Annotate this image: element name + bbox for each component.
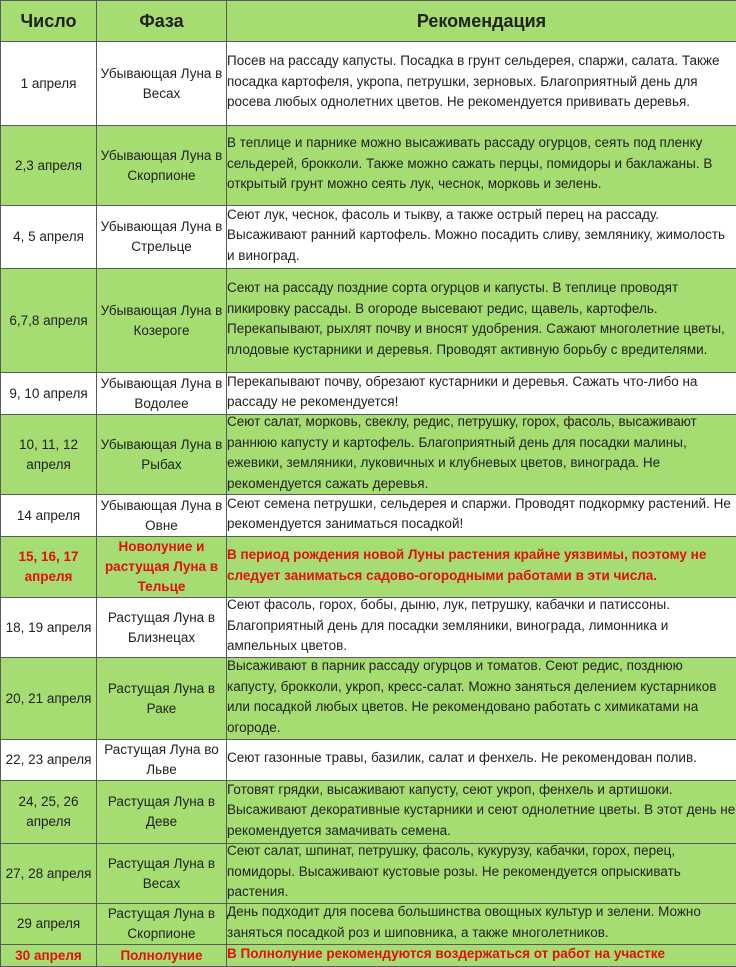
table-row-highlight	[1, 945, 736, 967]
recommendation-cell	[227, 126, 736, 206]
recommendation-text: Сеют газонные травы, базилик, салат и фенхель. Не рекомендован полив.	[227, 748, 736, 769]
table-row	[1, 495, 736, 537]
table-row	[1, 126, 736, 206]
phase-cell: Растущая Луна во Льве	[97, 740, 227, 781]
date-cell: 9, 10 апреля	[1, 373, 97, 415]
phase-cell: Убывающая Луна в Водолее	[97, 373, 227, 415]
recommendation-cell	[227, 740, 736, 781]
table-row	[1, 781, 736, 844]
recommendation-text: Сеют салат, шпинат, петрушку, фасоль, кукурузу, кабачки, горох, перец, помидоры. Высаживают кустовые розы. Не рекомендуется опрыскивать растения.	[227, 844, 736, 903]
date-cell: 22, 23 апреля	[1, 740, 97, 781]
date-cell: 10, 11, 12 апреля	[1, 415, 97, 495]
phase-cell: Растущая Луна в Раке	[97, 658, 227, 740]
recommendation-cell	[227, 658, 736, 740]
recommendation-text: Готовят грядки, высаживают капусту, сеют укроп, фенхель и артишоки. Высаживают декоративные кустарники и сеют однолетние цветы. В этот день не рекомендуется замачивать семена.	[227, 781, 736, 842]
table-row	[1, 206, 736, 269]
table-row	[1, 740, 736, 781]
date-cell: 15, 16, 17 апреля	[1, 537, 97, 598]
phase-cell: Убывающая Луна в Овне	[97, 495, 227, 537]
recommendation-cell	[227, 415, 736, 495]
recommendation-text: Сеют фасоль, горох, бобы, дыню, лук, петрушку, кабачки и патиссоны. Благоприятный день для посадки земляники, винограда, лимонника и ампельных цветов.	[227, 598, 736, 657]
header-phase: Фаза	[97, 1, 227, 42]
table-row	[1, 269, 736, 373]
table-row-highlight	[1, 537, 736, 598]
phase-cell: Убывающая Луна в Весах	[97, 42, 227, 126]
date-cell: 20, 21 апреля	[1, 658, 97, 740]
date-cell: 30 апреля	[1, 945, 97, 967]
phase-cell: Убывающая Луна в Скорпионе	[97, 126, 227, 206]
table-row	[1, 844, 736, 904]
date-cell: 14 апреля	[1, 495, 97, 537]
recommendation-text: День подходит для посева большинства овощных культур и зелени. Можно заняться посадкой роз и шиповника, а также многолетников.	[227, 904, 736, 944]
date-cell: 27, 28 апреля	[1, 844, 97, 904]
phase-cell: Полнолуние	[97, 945, 227, 967]
recommendation-text: Посев на рассаду капусты. Посадка в грунт сельдерея, спаржи, салата. Также посадка картофеля, укропа, петрушки, зерновых. Благоприятный день для росева любых однолетних цветов. Не рекомендуется прививать деревья.	[227, 51, 736, 113]
recommendation-cell	[227, 904, 736, 945]
recommendation-cell	[227, 537, 736, 598]
recommendation-text: Сеют салат, морковь, свеклу, редис, петрушку, горох, фасоль, высаживают раннюю капусту и картофель. Благоприятный день для посадки малины, ежевики, земляники, луковичных и клубневых цветов, винограда. Не рекомендуется сажать деревья.	[227, 415, 736, 495]
recommendation-cell	[227, 269, 736, 373]
phase-cell: Убывающая Луна в Стрельце	[97, 206, 227, 269]
table-row	[1, 42, 736, 126]
phase-cell: Убывающая Луна в Козероге	[97, 269, 227, 373]
table-row	[1, 415, 736, 495]
date-cell: 18, 19 апреля	[1, 598, 97, 658]
phase-cell: Растущая Луна в Весах	[97, 844, 227, 904]
recommendation-cell	[227, 206, 736, 269]
phase-cell: Новолуние и растущая Луна в Тельце	[97, 537, 227, 598]
date-cell: 1 апреля	[1, 42, 97, 126]
recommendation-cell	[227, 495, 736, 537]
recommendation-cell	[227, 42, 736, 126]
date-cell: 6,7,8 апреля	[1, 269, 97, 373]
recommendation-text: В Полнолуние рекомендуются воздержаться от работ на участке	[227, 945, 736, 965]
recommendation-text: Высаживают в парник рассаду огурцов и томатов. Сеют редис, позднюю капусту, брокколи, укроп, кресс-салат. Можно заняться делением кустарников или посадкой любых цветов. Не рекомендовано работать с химикатами на огороде.	[227, 658, 736, 739]
table-row	[1, 904, 736, 945]
phase-cell: Убывающая Луна в Рыбах	[97, 415, 227, 495]
recommendation-text: Сеют лук, чеснок, фасоль и тыкву, а также острый перец на рассаду. Высаживают ранний картофель. Можно посадить сливу, землянику, жимолость и виноград.	[227, 206, 736, 267]
recommendation-cell	[227, 945, 736, 967]
recommendation-cell	[227, 844, 736, 904]
recommendation-cell	[227, 598, 736, 658]
phase-cell: Растущая Луна в Деве	[97, 781, 227, 844]
date-cell: 2,3 апреля	[1, 126, 97, 206]
table-row	[1, 658, 736, 740]
recommendation-text: Перекапывают почву, обрезают кустарники и деревья. Сажать что-либо на рассаду не рекомендуется!	[227, 373, 736, 413]
recommendation-cell	[227, 373, 736, 415]
phase-cell: Растущая Луна в Близнецах	[97, 598, 227, 658]
header-recommendation: Рекомендация	[227, 1, 736, 42]
recommendation-text: Сеют семена петрушки, сельдерея и спаржи. Проводят подкормку растений. Не рекомендуется заниматься посадкой!	[227, 495, 736, 535]
recommendation-text: В период рождения новой Луны растения крайне уязвимы, поэтому не следует заниматься садово-огородными работами в эти числа.	[227, 545, 736, 586]
date-cell: 29 апреля	[1, 904, 97, 945]
table-row	[1, 373, 736, 415]
header-row	[1, 1, 736, 42]
recommendation-text: Сеют на рассаду поздние сорта огурцов и капусты. В теплице проводят пикировку рассады. В огороде высевают редис, щавель, картофель. Перекапывают, рыхлят почву и вносят удобрения. Сажают многолетние цветы, плодовые кустарники и деревья. Проводят активную борьбу с вредителями.	[227, 278, 736, 360]
phase-cell: Растущая Луна в Скорпионе	[97, 904, 227, 945]
date-cell: 4, 5 апреля	[1, 206, 97, 269]
header-date: Число	[1, 1, 97, 42]
date-cell: 24, 25, 26 апреля	[1, 781, 97, 844]
recommendation-cell	[227, 781, 736, 844]
table-row	[1, 598, 736, 658]
recommendation-text: В теплице и парнике можно высаживать рассаду огурцов, сеять под пленку сельдерей, брокколи. Также можно сажать перцы, помидоры и баклажаны. В открытый грунт можно сеять лук, чеснок, морковь и зелень.	[227, 133, 736, 195]
